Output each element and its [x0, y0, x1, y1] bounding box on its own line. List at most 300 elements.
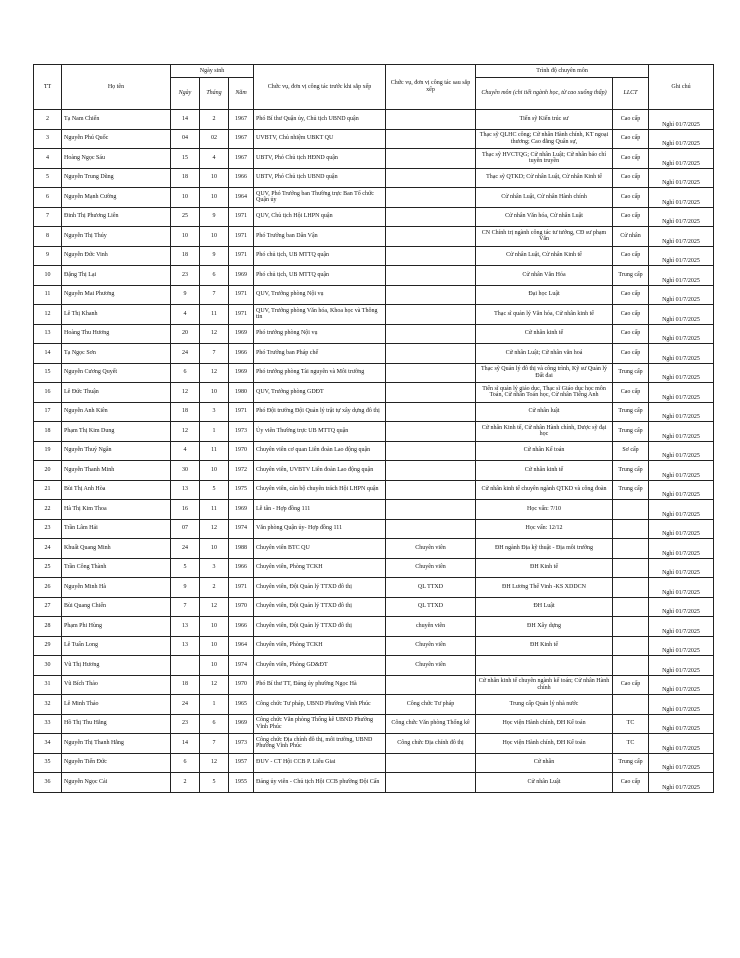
cell-note: Nghỉ 01/7/2025	[649, 168, 714, 188]
cell-specialty: Thạc sĩ quản lý Văn hóa, Cử nhân kinh tế	[476, 305, 613, 325]
cell-after	[386, 422, 476, 442]
cell-year: 1980	[229, 383, 254, 403]
cell-year: 1974	[229, 519, 254, 539]
header-specialty: Chuyên môn (chi tiết ngành học, từ cao xuống thấp)	[476, 78, 613, 110]
table-row	[34, 246, 714, 266]
cell-after: chuyên viên	[386, 617, 476, 637]
cell-day: 18	[171, 246, 200, 266]
cell-month: 7	[200, 734, 229, 754]
cell-name: Nguyễn Phú Quốc	[62, 129, 171, 149]
cell-note: Nghỉ 01/7/2025	[649, 480, 714, 500]
table-row	[34, 461, 714, 481]
cell-year: 1971	[229, 305, 254, 325]
cell-after	[386, 149, 476, 169]
cell-before: Phó trưởng phòng Nội vụ	[254, 324, 386, 344]
table-row	[34, 383, 714, 403]
cell-llct	[613, 539, 649, 559]
cell-specialty: Trung cấp Quản lý nhà nước	[476, 695, 613, 715]
cell-name: Nguyễn Mạnh Cường	[62, 188, 171, 208]
cell-year: 1975	[229, 480, 254, 500]
cell-llct: Cao cấp	[613, 246, 649, 266]
cell-year: 1974	[229, 656, 254, 676]
cell-note: Nghỉ 01/7/2025	[649, 636, 714, 656]
table-row	[34, 617, 714, 637]
cell-day: 24	[171, 344, 200, 364]
cell-llct: Trung cấp	[613, 461, 649, 481]
cell-day: 14	[171, 734, 200, 754]
cell-name: Nguyễn Cương Quyết	[62, 363, 171, 383]
cell-llct: Cao cấp	[613, 188, 649, 208]
cell-before: Phó Bí thư Quận ủy, Chủ tịch UBND quận	[254, 110, 386, 130]
cell-year: 1957	[229, 753, 254, 773]
cell-specialty: Cử nhân kinh tế chuyên ngành QTKD và công đoàn	[476, 480, 613, 500]
cell-tt: 25	[34, 558, 62, 578]
table-row	[34, 266, 714, 286]
cell-after	[386, 773, 476, 793]
cell-tt: 33	[34, 714, 62, 734]
cell-month: 10	[200, 383, 229, 403]
cell-month: 12	[200, 363, 229, 383]
cell-name: Nguyễn Thị Thanh Hằng	[62, 734, 171, 754]
table-row	[34, 656, 714, 676]
table-row	[34, 305, 714, 325]
header-qualification: Trình độ chuyên môn	[476, 65, 649, 78]
cell-llct	[613, 695, 649, 715]
table-row	[34, 402, 714, 422]
cell-name: Nguyễn Mai Phương	[62, 285, 171, 305]
cell-day: 30	[171, 461, 200, 481]
table-row	[34, 480, 714, 500]
cell-note: Nghỉ 01/7/2025	[649, 363, 714, 383]
table-row	[34, 597, 714, 617]
table-row	[34, 168, 714, 188]
cell-llct	[613, 656, 649, 676]
cell-name: Vũ Thị Hương	[62, 656, 171, 676]
cell-after	[386, 305, 476, 325]
cell-specialty	[476, 656, 613, 676]
cell-after	[386, 207, 476, 227]
cell-specialty: Cử nhân kinh tế chuyên ngành kế toán; Cử nhân Hành chính	[476, 675, 613, 695]
cell-name: Đinh Thị Phương Liên	[62, 207, 171, 227]
cell-llct: TC	[613, 734, 649, 754]
cell-tt: 21	[34, 480, 62, 500]
cell-before: Văn phòng Quận ủy- Hợp đồng 111	[254, 519, 386, 539]
table-row	[34, 500, 714, 520]
cell-year: 1972	[229, 461, 254, 481]
cell-month: 5	[200, 480, 229, 500]
cell-year: 1966	[229, 558, 254, 578]
table-row	[34, 285, 714, 305]
cell-before: Chuyên viên, Đội Quản lý TTXD đô thị	[254, 617, 386, 637]
cell-month: 9	[200, 246, 229, 266]
cell-year: 1966	[229, 168, 254, 188]
cell-note: Nghỉ 01/7/2025	[649, 753, 714, 773]
table-row	[34, 558, 714, 578]
cell-note: Nghỉ 01/7/2025	[649, 578, 714, 598]
cell-specialty: ĐH Lương Thế Vinh -KS XDDCN	[476, 578, 613, 598]
cell-llct: Cao cấp	[613, 305, 649, 325]
cell-day: 4	[171, 305, 200, 325]
cell-name: Nguyễn Trung Dũng	[62, 168, 171, 188]
table-row	[34, 441, 714, 461]
cell-note: Nghỉ 01/7/2025	[649, 441, 714, 461]
cell-before: Công chức Văn phòng Thống kê UBND Phường Vĩnh Phúc	[254, 714, 386, 734]
cell-before: Đảng ủy viên - Chủ tịch Hội CCB phường Đội Cấn	[254, 773, 386, 793]
cell-tt: 6	[34, 188, 62, 208]
cell-before: UBTV, Phó Chủ tịch UBND quận	[254, 168, 386, 188]
cell-day: 25	[171, 207, 200, 227]
cell-note: Nghỉ 01/7/2025	[649, 188, 714, 208]
cell-day: 10	[171, 188, 200, 208]
cell-before: Chuyên viên, cán bộ chuyên trách Hội LHPN quận	[254, 480, 386, 500]
cell-tt: 4	[34, 149, 62, 169]
cell-after	[386, 675, 476, 695]
cell-before: Phó Bí thư TT, Đảng ủy phường Ngọc Hà	[254, 675, 386, 695]
cell-month: 4	[200, 149, 229, 169]
cell-month: 12	[200, 753, 229, 773]
cell-after: Chuyên viên	[386, 656, 476, 676]
cell-llct: Trung cấp	[613, 266, 649, 286]
cell-after	[386, 129, 476, 149]
cell-llct	[613, 636, 649, 656]
cell-tt: 27	[34, 597, 62, 617]
cell-before: Chuyên viên, Đội Quản lý TTXD đô thị	[254, 578, 386, 598]
cell-tt: 19	[34, 441, 62, 461]
table-row	[34, 539, 714, 559]
cell-specialty: Thạc sỹ Quản lý đô thị và công trình, Kỹ sư Quản lý Đất đai	[476, 363, 613, 383]
cell-name: Trần Công Thành	[62, 558, 171, 578]
table-row	[34, 695, 714, 715]
cell-name: Phạm Phi Hùng	[62, 617, 171, 637]
cell-day: 12	[171, 383, 200, 403]
cell-month: 11	[200, 305, 229, 325]
cell-note: Nghỉ 01/7/2025	[649, 714, 714, 734]
cell-year: 1969	[229, 324, 254, 344]
cell-name: Vũ Bích Thảo	[62, 675, 171, 695]
cell-after	[386, 110, 476, 130]
cell-specialty: Cử nhân Luật	[476, 773, 613, 793]
cell-after	[386, 500, 476, 520]
cell-day: 5	[171, 558, 200, 578]
cell-year: 1973	[229, 422, 254, 442]
cell-year: 1970	[229, 597, 254, 617]
cell-year: 1971	[229, 246, 254, 266]
cell-day: 13	[171, 636, 200, 656]
cell-llct: Cao cấp	[613, 773, 649, 793]
cell-after	[386, 266, 476, 286]
cell-before: UVBTV, Chủ nhiệm UBKT QU	[254, 129, 386, 149]
personnel-table	[33, 64, 714, 793]
cell-day: 07	[171, 519, 200, 539]
cell-month: 1	[200, 695, 229, 715]
cell-llct: Sơ cấp	[613, 441, 649, 461]
cell-year: 1988	[229, 539, 254, 559]
cell-name: Nguyễn Ngọc Cải	[62, 773, 171, 793]
cell-name: Khuất Quang Minh	[62, 539, 171, 559]
cell-year: 1965	[229, 695, 254, 715]
cell-month: 10	[200, 617, 229, 637]
cell-note: Nghỉ 01/7/2025	[649, 402, 714, 422]
cell-month: 10	[200, 188, 229, 208]
cell-specialty: Tiến sĩ quản lý giáo dục, Thạc sĩ Giáo dục học môn Toán, Cử nhân Toán học, Cử nhân Tiếng Anh	[476, 383, 613, 403]
cell-before: Chuyên viên, Phòng TCKH	[254, 636, 386, 656]
cell-after	[386, 519, 476, 539]
table-row	[34, 675, 714, 695]
cell-after	[386, 480, 476, 500]
cell-llct: Cao cấp	[613, 207, 649, 227]
cell-name: Hoàng Thu Hương	[62, 324, 171, 344]
cell-year: 1973	[229, 734, 254, 754]
cell-day: 15	[171, 149, 200, 169]
cell-after	[386, 441, 476, 461]
table-row	[34, 363, 714, 383]
cell-before: Phó Trưởng ban Pháp chế	[254, 344, 386, 364]
header-before: Chức vụ, đơn vị công tác trước khi sắp xếp	[254, 65, 386, 110]
cell-llct: Trung cấp	[613, 422, 649, 442]
cell-month: 12	[200, 597, 229, 617]
cell-day: 14	[171, 110, 200, 130]
header-year: Năm	[229, 78, 254, 110]
cell-name: Lê Minh Thảo	[62, 695, 171, 715]
cell-note: Nghỉ 01/7/2025	[649, 324, 714, 344]
cell-before: Phó Trưởng ban Dân Vận	[254, 227, 386, 247]
cell-llct: Trung cấp	[613, 402, 649, 422]
cell-after	[386, 188, 476, 208]
cell-before: QUV, Phó Trưởng ban Thường trực Ban Tổ chức Quận ủy	[254, 188, 386, 208]
cell-before: QUV, Trưởng phòng GDĐT	[254, 383, 386, 403]
table-row	[34, 636, 714, 656]
cell-month: 5	[200, 773, 229, 793]
cell-after	[386, 753, 476, 773]
cell-after: Chuyên viên	[386, 636, 476, 656]
cell-after	[386, 461, 476, 481]
cell-name: Bùi Thị Anh Hòa	[62, 480, 171, 500]
cell-tt: 5	[34, 168, 62, 188]
cell-month: 10	[200, 168, 229, 188]
cell-llct	[613, 519, 649, 539]
cell-name: Đặng Thị Lại	[62, 266, 171, 286]
cell-note: Nghỉ 01/7/2025	[649, 539, 714, 559]
cell-after	[386, 344, 476, 364]
cell-month: 02	[200, 129, 229, 149]
cell-before: QUV, Chủ tịch Hội LHPN quận	[254, 207, 386, 227]
cell-month: 10	[200, 656, 229, 676]
cell-before: ĐUV - CT Hội CCB P. Liễu Giai	[254, 753, 386, 773]
cell-tt: 35	[34, 753, 62, 773]
cell-tt: 34	[34, 734, 62, 754]
cell-specialty: Cử nhân Văn Hóa	[476, 266, 613, 286]
cell-before: QUV, Trưởng phòng Văn hóa, Khoa học và Thông tin	[254, 305, 386, 325]
cell-before: Ủy viên Thường trực UB MTTQ quận	[254, 422, 386, 442]
cell-day: 20	[171, 324, 200, 344]
cell-name: Nguyễn Đức Vinh	[62, 246, 171, 266]
cell-after: Chuyên viên	[386, 539, 476, 559]
cell-tt: 11	[34, 285, 62, 305]
cell-name: Phạm Thị Kim Dung	[62, 422, 171, 442]
cell-tt: 32	[34, 695, 62, 715]
cell-day: 23	[171, 266, 200, 286]
cell-specialty: Cử nhân Kinh tế, Cử nhân Hành chính, Dược sỹ đại học	[476, 422, 613, 442]
cell-before: Phó chủ tịch, UB MTTQ quận	[254, 246, 386, 266]
cell-note: Nghỉ 01/7/2025	[649, 207, 714, 227]
cell-name: Lê Thị Khanh	[62, 305, 171, 325]
cell-after: Công chức Địa chính đô thị	[386, 734, 476, 754]
header-day: Ngày	[171, 78, 200, 110]
cell-llct	[613, 500, 649, 520]
cell-year: 1971	[229, 207, 254, 227]
cell-year: 1966	[229, 344, 254, 364]
cell-month: 10	[200, 539, 229, 559]
cell-name: Nguyễn Minh Hà	[62, 578, 171, 598]
cell-year: 1969	[229, 266, 254, 286]
cell-llct: TC	[613, 714, 649, 734]
cell-day: 6	[171, 753, 200, 773]
cell-tt: 24	[34, 539, 62, 559]
cell-year: 1967	[229, 149, 254, 169]
cell-tt: 7	[34, 207, 62, 227]
cell-llct	[613, 558, 649, 578]
cell-after: Công chức Văn phòng Thống kê	[386, 714, 476, 734]
cell-llct: Cao cấp	[613, 344, 649, 364]
cell-before: Chuyên viên, Phòng TCKH	[254, 558, 386, 578]
cell-note: Nghỉ 01/7/2025	[649, 149, 714, 169]
table-row	[34, 422, 714, 442]
cell-specialty: Thạc sỹ HVCTQG; Cử nhân Luật; Cử nhân báo chí tuyên truyền	[476, 149, 613, 169]
cell-year: 1971	[229, 402, 254, 422]
cell-tt: 12	[34, 305, 62, 325]
cell-llct: Cao cấp	[613, 149, 649, 169]
cell-before: Chuyên viên, Đội Quản lý TTXD đô thị	[254, 597, 386, 617]
cell-name: Nguyễn Thị Thúy	[62, 227, 171, 247]
cell-specialty: Cử nhân Kế toán	[476, 441, 613, 461]
cell-year: 1970	[229, 441, 254, 461]
cell-after	[386, 383, 476, 403]
cell-name: Tạ Ngọc Sơn	[62, 344, 171, 364]
cell-specialty: Cử nhân luật	[476, 402, 613, 422]
cell-name: Nguyễn Anh Kiên	[62, 402, 171, 422]
header-llct: LLCT	[613, 78, 649, 110]
cell-before: Phó Đội trưởng Đội Quản lý trật tự xây dựng đô thị	[254, 402, 386, 422]
cell-specialty: Thạc sỹ QTKD; Cử nhân Luật, Cử nhân Kinh tế	[476, 168, 613, 188]
cell-note: Nghỉ 01/7/2025	[649, 129, 714, 149]
cell-tt: 26	[34, 578, 62, 598]
cell-llct: Cao cấp	[613, 129, 649, 149]
cell-before: Công chức Địa chính đô thị, môi trường, UBND Phường Vĩnh Phúc	[254, 734, 386, 754]
cell-specialty: Thạc sỹ QLHC công; Cử nhân Hành chính, KT ngoại thương; Cao đẳng Quân sự,	[476, 129, 613, 149]
cell-note: Nghỉ 01/7/2025	[649, 656, 714, 676]
cell-day: 04	[171, 129, 200, 149]
cell-note: Nghỉ 01/7/2025	[649, 422, 714, 442]
cell-day: 13	[171, 480, 200, 500]
cell-month: 6	[200, 266, 229, 286]
cell-note: Nghỉ 01/7/2025	[649, 773, 714, 793]
cell-note: Nghỉ 01/7/2025	[649, 558, 714, 578]
cell-month: 3	[200, 402, 229, 422]
table-header	[34, 65, 714, 110]
cell-year: 1971	[229, 227, 254, 247]
cell-day: 13	[171, 617, 200, 637]
cell-note: Nghỉ 01/7/2025	[649, 110, 714, 130]
cell-after	[386, 324, 476, 344]
cell-note: Nghỉ 01/7/2025	[649, 246, 714, 266]
cell-tt: 13	[34, 324, 62, 344]
cell-specialty: Cử nhân kinh tế	[476, 324, 613, 344]
cell-day: 12	[171, 422, 200, 442]
table-row	[34, 324, 714, 344]
cell-name: Hồ Thị Thu Hằng	[62, 714, 171, 734]
cell-specialty: Cử nhân Luật, Cử nhân Kinh tế	[476, 246, 613, 266]
cell-day: 24	[171, 539, 200, 559]
cell-tt: 31	[34, 675, 62, 695]
cell-month: 3	[200, 558, 229, 578]
cell-day: 24	[171, 695, 200, 715]
cell-year: 1971	[229, 578, 254, 598]
cell-name: Nguyễn Thanh Minh	[62, 461, 171, 481]
table-row	[34, 578, 714, 598]
cell-day: 18	[171, 402, 200, 422]
cell-tt: 18	[34, 422, 62, 442]
header-dob: Ngày sinh	[171, 65, 254, 78]
cell-tt: 9	[34, 246, 62, 266]
cell-year: 1966	[229, 617, 254, 637]
table-row	[34, 344, 714, 364]
cell-tt: 23	[34, 519, 62, 539]
cell-note: Nghỉ 01/7/2025	[649, 266, 714, 286]
cell-tt: 22	[34, 500, 62, 520]
cell-month: 12	[200, 675, 229, 695]
cell-note: Nghỉ 01/7/2025	[649, 675, 714, 695]
cell-after	[386, 246, 476, 266]
cell-after	[386, 227, 476, 247]
cell-year: 1967	[229, 110, 254, 130]
cell-day: 9	[171, 285, 200, 305]
cell-after	[386, 402, 476, 422]
cell-note: Nghỉ 01/7/2025	[649, 597, 714, 617]
cell-day	[171, 656, 200, 676]
cell-year: 1969	[229, 714, 254, 734]
table-body	[34, 110, 714, 793]
cell-name: Hoàng Ngọc Sáu	[62, 149, 171, 169]
cell-after	[386, 168, 476, 188]
cell-year: 1969	[229, 500, 254, 520]
cell-before: UBTV, Phó Chủ tịch HĐND quận	[254, 149, 386, 169]
cell-day: 18	[171, 675, 200, 695]
cell-month: 2	[200, 110, 229, 130]
table-row	[34, 734, 714, 754]
cell-month: 11	[200, 500, 229, 520]
cell-llct	[613, 597, 649, 617]
cell-note: Nghỉ 01/7/2025	[649, 519, 714, 539]
cell-month: 12	[200, 519, 229, 539]
cell-name: Bùi Quang Chiến	[62, 597, 171, 617]
cell-specialty: Học viện Hành chính, ĐH Kế toán	[476, 714, 613, 734]
cell-before: QUV, Trưởng phòng Nội vụ	[254, 285, 386, 305]
cell-note: Nghỉ 01/7/2025	[649, 734, 714, 754]
cell-name: Nguyễn Thuý Ngân	[62, 441, 171, 461]
cell-note: Nghỉ 01/7/2025	[649, 344, 714, 364]
cell-day: 6	[171, 363, 200, 383]
cell-month: 12	[200, 324, 229, 344]
table-row	[34, 149, 714, 169]
cell-year: 1955	[229, 773, 254, 793]
cell-specialty: ĐH Luật	[476, 597, 613, 617]
cell-month: 1	[200, 422, 229, 442]
cell-after: QL TTXD	[386, 578, 476, 598]
cell-before: Lễ tân - Hợp đồng 111	[254, 500, 386, 520]
header-name: Họ tên	[62, 65, 171, 110]
cell-tt: 16	[34, 383, 62, 403]
cell-specialty: Cử nhân Văn hóa, Cử nhân Luật	[476, 207, 613, 227]
